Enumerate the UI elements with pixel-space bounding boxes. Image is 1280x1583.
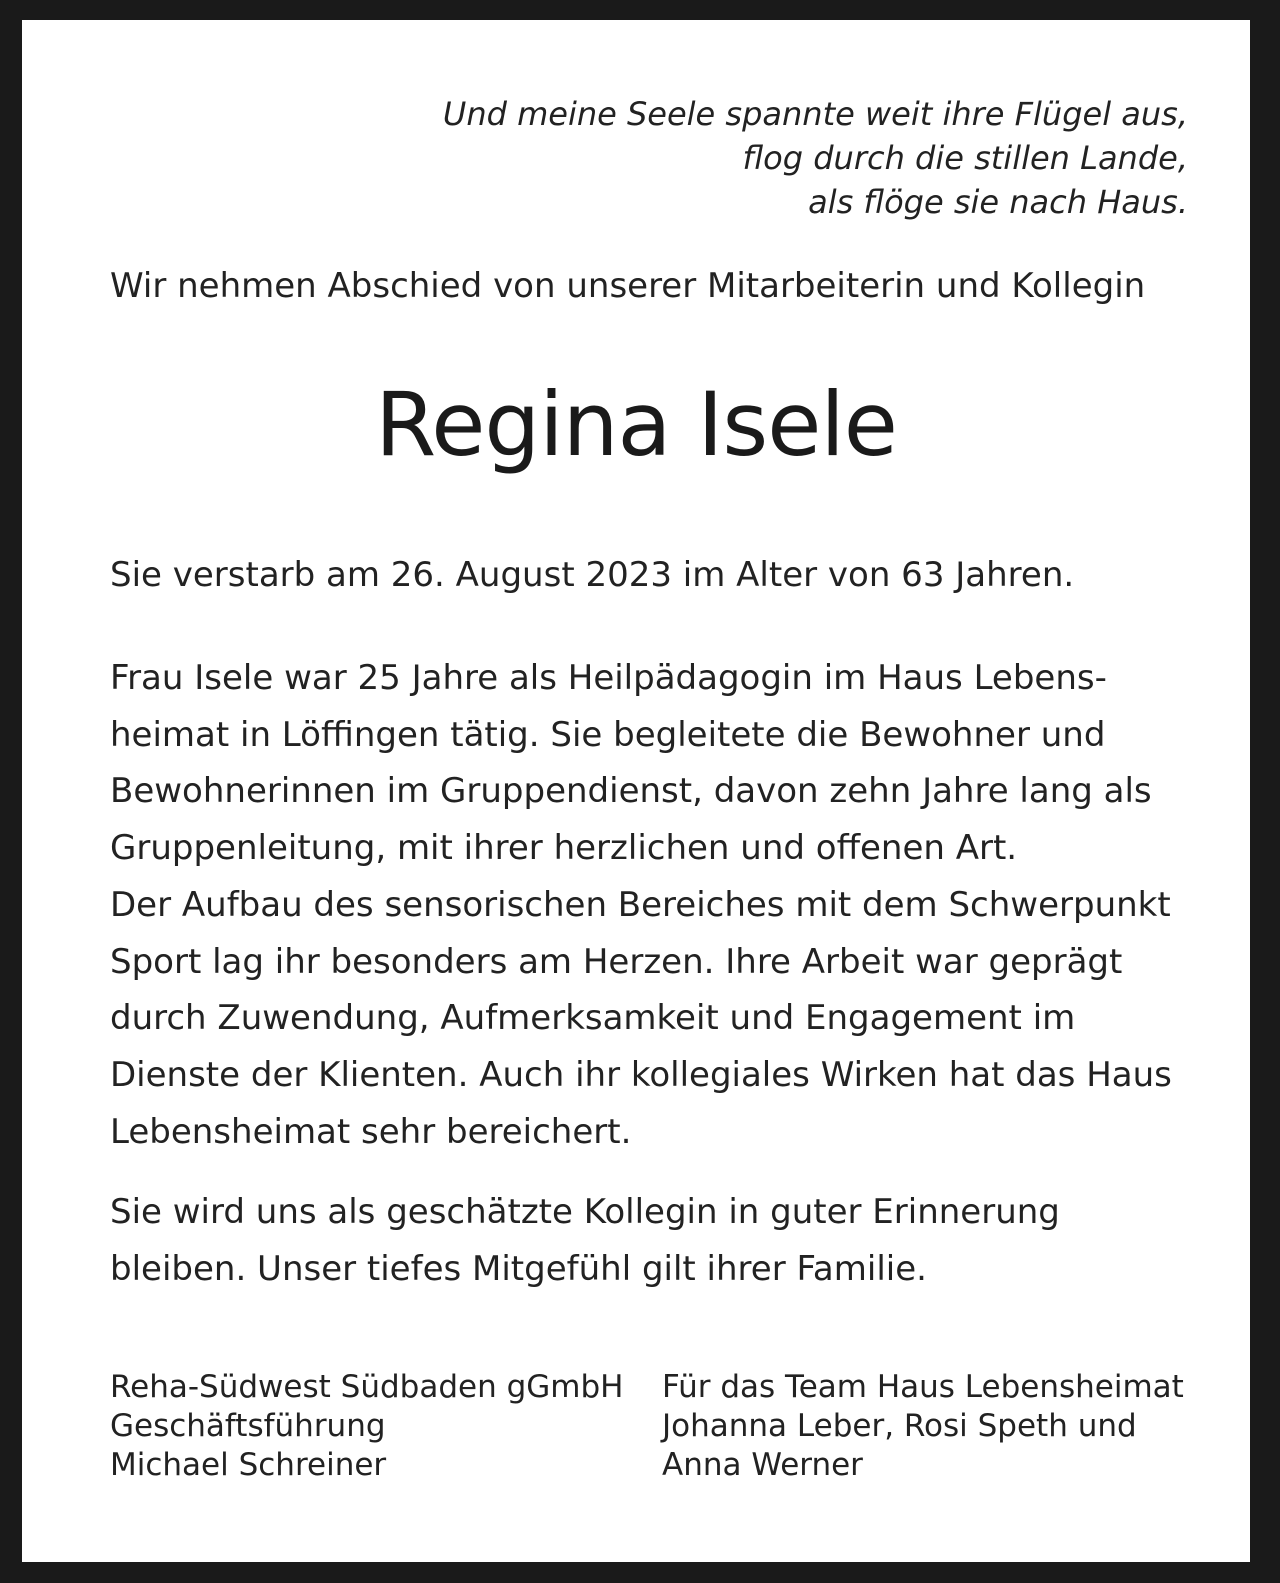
biography-paragraph bbox=[110, 650, 1190, 1160]
quote-line: flog durch die stillen Lande, bbox=[742, 139, 1188, 177]
bio-line: Gruppenleitung, mit ihrer herzlichen und offenen Art. bbox=[110, 828, 1018, 869]
signature-line: Reha-Südwest Südbaden gGmbH bbox=[110, 1369, 624, 1405]
obituary-notice bbox=[22, 20, 1250, 1562]
farewell-line: bleiben. Unser tiefes Mitgefühl gilt ihrer Familie. bbox=[110, 1248, 927, 1289]
bio-line: durch Zuwendung, Aufmerksamkeit und Engagement im bbox=[110, 998, 1076, 1039]
signature-organization bbox=[110, 1368, 623, 1485]
poem-quote bbox=[443, 92, 1188, 224]
bio-line: Der Aufbau des sensorischen Bereiches mit dem Schwerpunkt bbox=[110, 884, 1171, 925]
bio-line: Bewohnerinnen im Gruppendienst, davon zehn Jahre lang als bbox=[110, 771, 1152, 812]
bio-line: heimat in Löffingen tätig. Sie begleitete die Bewohner und bbox=[110, 714, 1106, 755]
bio-line: Dienste der Klienten. Auch ihr kollegiales Wirken hat das Haus bbox=[110, 1054, 1172, 1095]
quote-line: als flöge sie nach Haus. bbox=[808, 183, 1188, 221]
death-statement-line: Sie verstarb am 26. August 2023 im Alter von 63 Jahren. bbox=[110, 555, 1075, 595]
signature-line: Johanna Leber, Rosi Speth und bbox=[662, 1408, 1137, 1444]
farewell-line: Sie wird uns als geschätzte Kollegin in guter Erinnerung bbox=[110, 1192, 1060, 1232]
bio-line: Frau Isele war 25 Jahre als Heilpädagogin im Haus Lebens- bbox=[110, 658, 1107, 698]
bio-line: Lebensheimat sehr bereichert. bbox=[110, 1111, 632, 1152]
deceased-name: Regina Isele bbox=[375, 373, 897, 476]
death-statement bbox=[110, 547, 1190, 604]
farewell-paragraph bbox=[110, 1184, 1190, 1297]
bio-line: Sport lag ihr besonders am Herzen. Ihre Arbeit war geprägt bbox=[110, 941, 1123, 982]
signature-line: Für das Team Haus Lebensheimat bbox=[662, 1369, 1184, 1405]
signature-team bbox=[662, 1368, 1184, 1485]
quote-line: Und meine Seele spannte weit ihre Flügel aus, bbox=[442, 95, 1188, 133]
signature-line: Anna Werner bbox=[662, 1447, 863, 1483]
intro-text: Wir nehmen Abschied von unserer Mitarbeiterin und Kollegin bbox=[110, 266, 1146, 306]
signature-line: Michael Schreiner bbox=[110, 1447, 387, 1483]
signature-line: Geschäftsführung bbox=[110, 1408, 386, 1444]
